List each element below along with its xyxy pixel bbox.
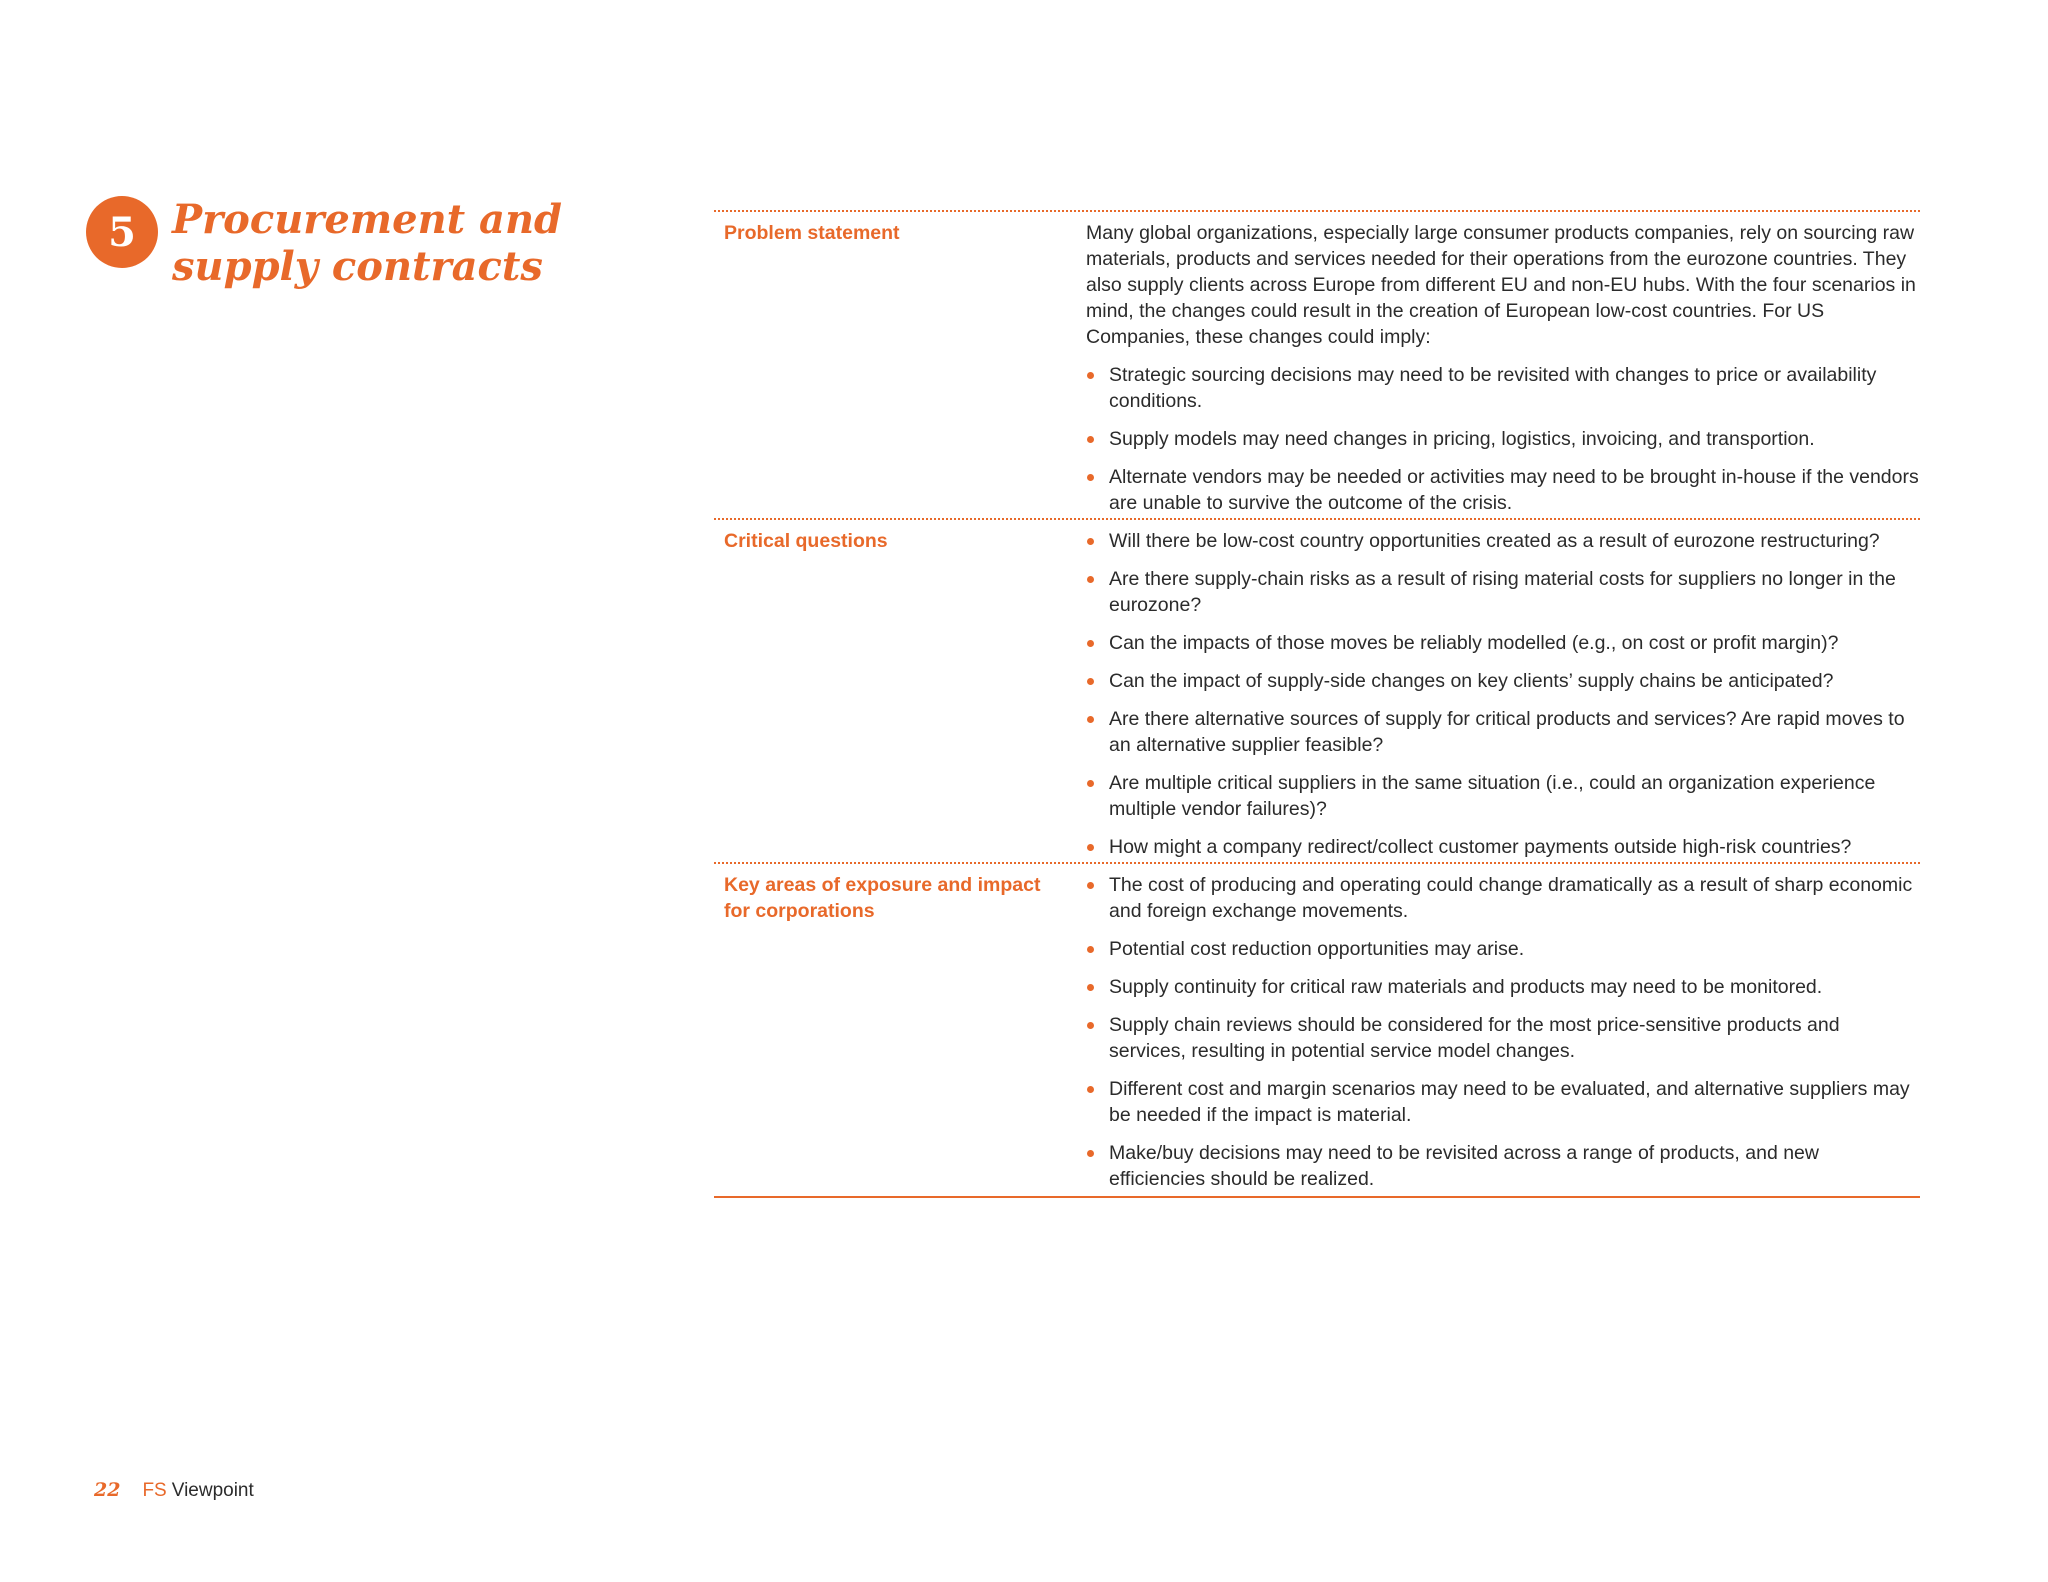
list-item	[1086, 1076, 1920, 1128]
list-item	[1086, 770, 1920, 822]
row-body	[1086, 528, 1920, 860]
list-item	[1086, 1012, 1920, 1064]
bullet-dot-icon	[1087, 640, 1094, 647]
table-row	[714, 862, 1920, 1198]
publication-prefix: FS	[142, 1480, 167, 1501]
list-item	[1086, 1140, 1920, 1192]
section-number-badge: 5	[86, 196, 158, 268]
bullet-dot-icon	[1087, 882, 1094, 889]
list-item	[1086, 528, 1920, 554]
list-item	[1086, 706, 1920, 758]
section-title: Procurement and supply contracts	[172, 196, 563, 290]
bullet-list	[1086, 872, 1920, 1192]
bullet-dot-icon	[1087, 436, 1094, 443]
page-footer	[94, 1478, 254, 1503]
list-item-text: The cost of producing and operating could change dramatically as a result of sharp economic and foreign exchange movements.	[1109, 874, 1913, 922]
table-row	[714, 210, 1920, 518]
row-intro-text: Many global organizations, especially large consumer products companies, rely on sourcing raw materials, products and services needed for their operations from the eurozone countries. They also supply clients across Europe from different EU and non-EU hubs. With the four scenarios in mind, the changes could result in the creation of European low-cost countries. For US Companies, these changes could imply:	[1086, 222, 1916, 348]
bullet-dot-icon	[1087, 1086, 1094, 1093]
bullet-list	[1086, 362, 1920, 516]
section-header	[86, 196, 606, 290]
list-item-text: Will there be low-cost country opportunities created as a result of eurozone restructuring?	[1109, 530, 1880, 552]
bullet-dot-icon	[1087, 538, 1094, 545]
list-item-text: Can the impacts of those moves be reliably modelled (e.g., on cost or profit margin)?	[1109, 632, 1839, 654]
list-item-text: Potential cost reduction opportunities may arise.	[1109, 938, 1525, 960]
bullet-dot-icon	[1087, 984, 1094, 991]
bullet-list	[1086, 528, 1920, 860]
list-item	[1086, 566, 1920, 618]
content-table	[714, 210, 1920, 1198]
list-item	[1086, 936, 1920, 962]
bullet-dot-icon	[1087, 946, 1094, 953]
bullet-dot-icon	[1087, 1150, 1094, 1157]
list-item	[1086, 362, 1920, 414]
bullet-dot-icon	[1087, 372, 1094, 379]
row-body	[1086, 872, 1920, 1192]
list-item-text: Are multiple critical suppliers in the same situation (i.e., could an organization experience multiple vendor failures)?	[1109, 772, 1876, 820]
bullet-dot-icon	[1087, 716, 1094, 723]
list-item	[1086, 426, 1920, 452]
list-item-text: How might a company redirect/collect customer payments outside high-risk countries?	[1109, 836, 1852, 858]
bullet-dot-icon	[1087, 844, 1094, 851]
list-item-text: Alternate vendors may be needed or activities may need to be brought in-house if the vendors are unable to survive the outcome of the crisis.	[1109, 466, 1919, 514]
row-label: Key areas of exposure and impact for corporations	[724, 874, 1041, 922]
bullet-dot-icon	[1087, 576, 1094, 583]
list-item	[1086, 464, 1920, 516]
list-item	[1086, 630, 1920, 656]
row-body	[1086, 220, 1920, 516]
bullet-dot-icon	[1087, 678, 1094, 685]
list-item-text: Different cost and margin scenarios may need to be evaluated, and alternative suppliers may be needed if the impact is material.	[1109, 1078, 1910, 1126]
list-item-text: Are there supply-chain risks as a result of rising material costs for suppliers no longer in the eurozone?	[1109, 568, 1896, 616]
list-item-text: Supply continuity for critical raw materials and products may need to be monitored.	[1109, 976, 1823, 998]
page-number: 22	[94, 1479, 121, 1501]
list-item-text: Can the impact of supply-side changes on key clients’ supply chains be anticipated?	[1109, 670, 1834, 692]
row-label: Problem statement	[724, 222, 900, 244]
list-item	[1086, 872, 1920, 924]
list-item	[1086, 974, 1920, 1000]
list-item-text: Supply models may need changes in pricing, logistics, invoicing, and transportion.	[1109, 428, 1815, 450]
table-row	[714, 518, 1920, 862]
bullet-dot-icon	[1087, 474, 1094, 481]
list-item	[1086, 668, 1920, 694]
bullet-dot-icon	[1087, 780, 1094, 787]
list-item-text: Are there alternative sources of supply for critical products and services? Are rapid moves to an alternative supplier feasible?	[1109, 708, 1905, 756]
list-item-text: Strategic sourcing decisions may need to be revisited with changes to price or availability conditions.	[1109, 364, 1877, 412]
list-item-text: Supply chain reviews should be considered for the most price-sensitive products and services, resulting in potential service model changes.	[1109, 1014, 1840, 1062]
bullet-dot-icon	[1087, 1022, 1094, 1029]
row-label: Critical questions	[724, 530, 888, 552]
list-item	[1086, 834, 1920, 860]
publication-name: Viewpoint	[171, 1480, 254, 1501]
list-item-text: Make/buy decisions may need to be revisited across a range of products, and new efficiencies should be realized.	[1109, 1142, 1819, 1190]
